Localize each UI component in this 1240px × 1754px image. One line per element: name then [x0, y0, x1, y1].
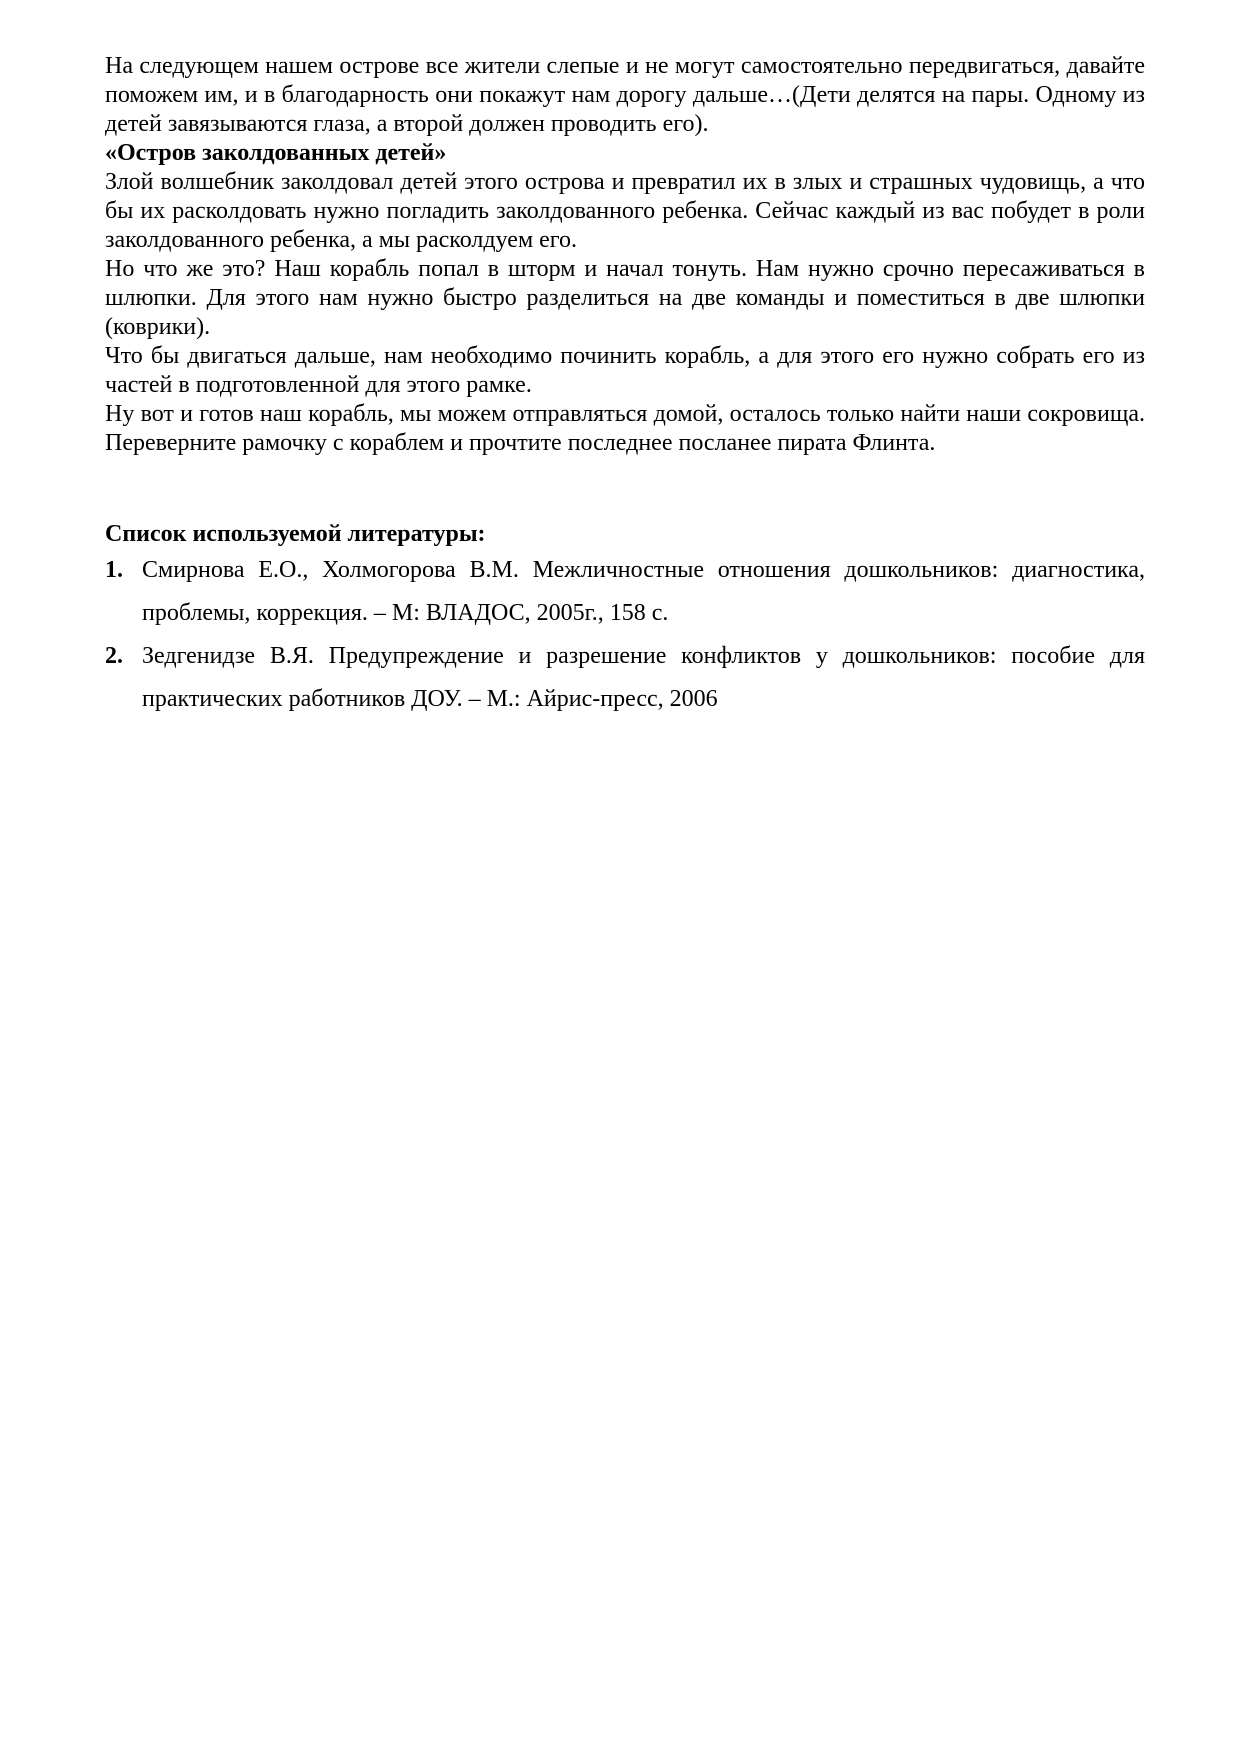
- paragraph-treasure: Ну вот и готов наш корабль, мы можем отправляться домой, осталось только найти наши сокровища. Переверните рамочку с кораблем и прочтите последнее посланее пирата Флинта.: [105, 401, 1145, 456]
- bibliography-item-number: 2.: [105, 643, 123, 669]
- paragraph-evil-wizard: Злой волшебник заколдовал детей этого острова и превратил их в злых и страшных чудовищь, а что бы их расколдовать нужно погладить заколдованного ребенка. Сейчас каждый из вас побудет в роли заколдованного ребенка, а мы расколдуем его.: [105, 169, 1145, 253]
- bibliography-item-text: Зедгенидзе В.Я. Предупреждение и разрешение конфликтов у дошкольников: пособие для практических работников ДОУ. – М.: Айрис-пресс, 2006: [142, 643, 1145, 712]
- bibliography-item-text: Смирнова Е.О., Холмогорова В.М. Межличностные отношения дошкольников: диагностика, проблемы, коррекция. – М: ВЛАДОС, 2005г., 158 с.: [142, 557, 1145, 626]
- section-heading-enchanted-children: «Остров заколдованных детей»: [105, 140, 447, 166]
- bibliography-heading: Список используемой литературы:: [105, 521, 486, 547]
- paragraph-ship-storm: Но что же это? Наш корабль попал в шторм и начал тонуть. Нам нужно срочно пересаживаться в шлюпки. Для этого нам нужно быстро разделиться на две команды и поместиться в две шлюпки (коврики).: [105, 256, 1145, 340]
- document-content: [105, 52, 1145, 721]
- bibliography-item: [105, 635, 1145, 721]
- paragraph-repair-ship: Что бы двигаться дальше, нам необходимо починить корабль, а для этого его нужно собрать его из частей в подготовленной для этого рамке.: [105, 343, 1145, 398]
- bibliography-item: [105, 549, 1145, 635]
- bibliography-item-number: 1.: [105, 557, 123, 583]
- paragraph-blind-island: На следующем нашем острове все жители слепые и не могут самостоятельно передвигаться, давайте поможем им, и в благодарность они покажут нам дорогу дальше…(Дети делятся на пары. Одному из детей завязываются глаза, а второй должен проводить его).: [105, 53, 1145, 137]
- bibliography-list: [105, 549, 1145, 721]
